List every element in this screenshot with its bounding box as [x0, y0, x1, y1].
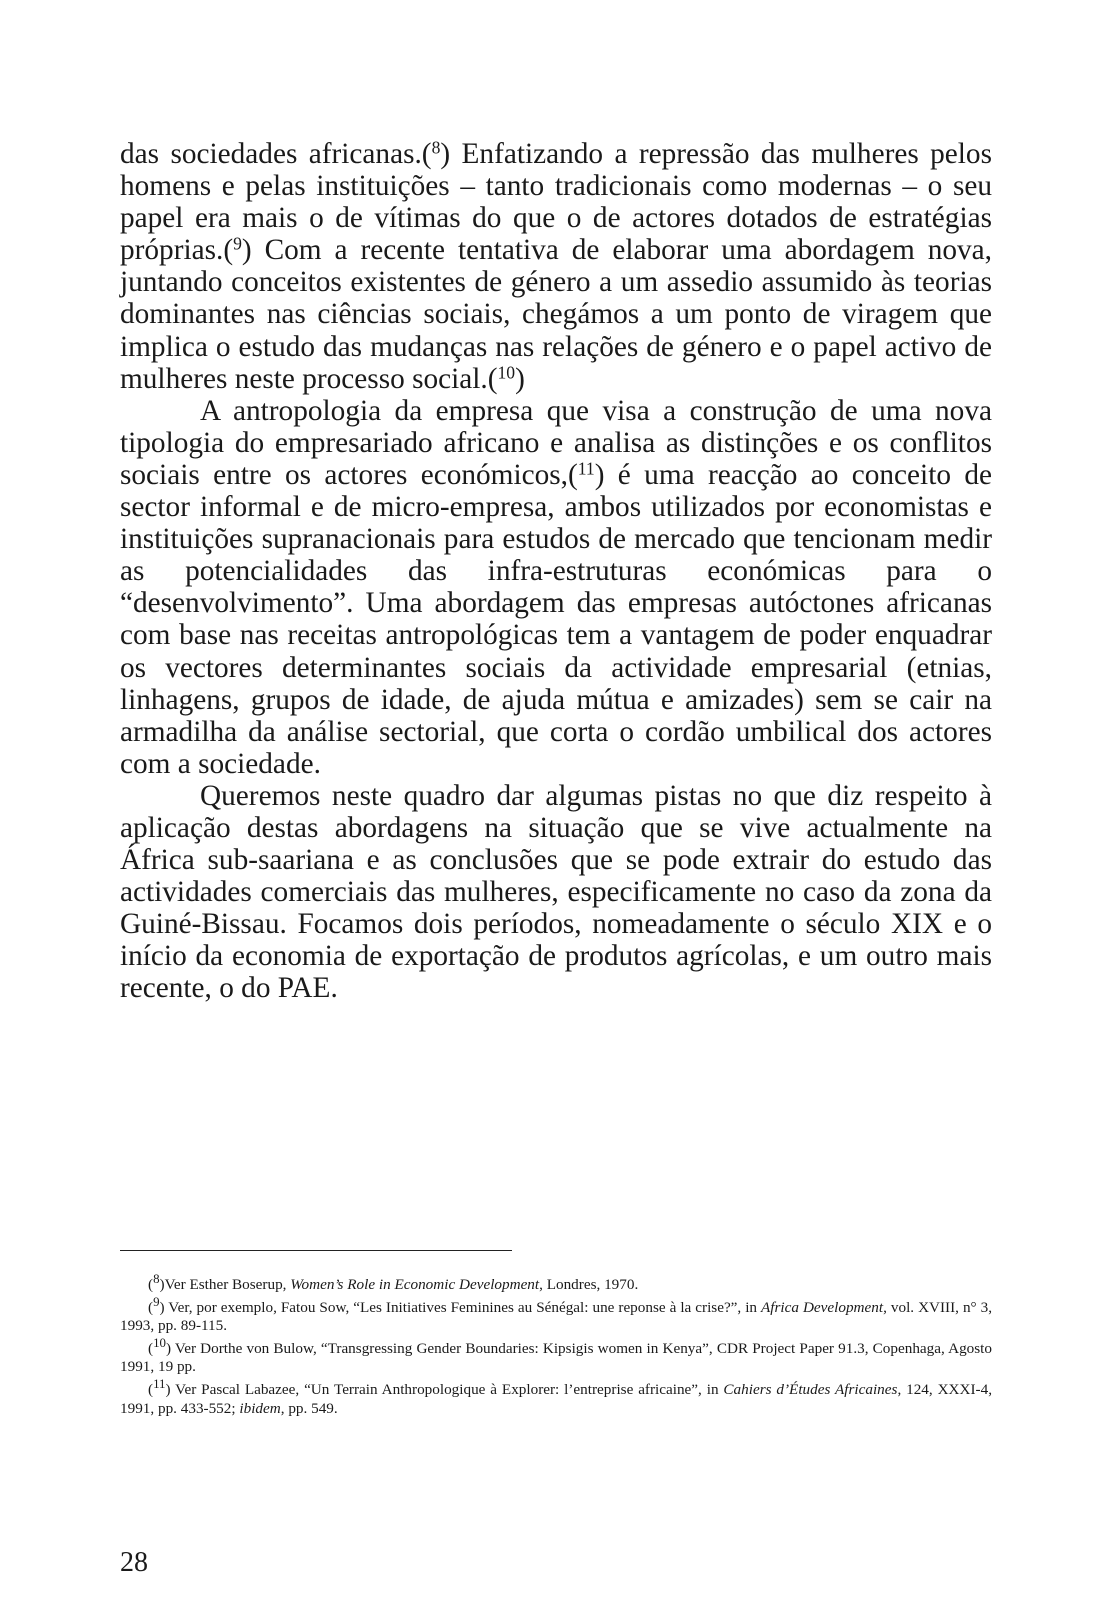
- paragraph-2-text-1: A antropologia da empresa que visa a construção de uma nova tipologia do empresariado africano e analisa as distinções e os conflitos sociais entre os actores económicos,(: [120, 394, 992, 491]
- footnote-text: Ver Esther Boserup,: [164, 1276, 291, 1293]
- footnote-8: ($^8$)Ver Esther Boserup, Women’s Role in Economic Development, Londres, 1970.: [148, 1271, 639, 1293]
- footnote-ref-9[interactable]: 9: [233, 233, 242, 254]
- footnote-number: 9: [153, 1293, 160, 1309]
- paragraph-2-text-2: ) é uma reacção ao conceito de sector informal e de micro-empresa, ambos utilizados por economistas e instituições supranacionais para estudos de mercado que tencionam medir as potencialidades das infra-estruturas económicas para o “desenvolvimento”. Uma abordagem das empresas autóctones africanas com base nas receitas antropológicas tem a vantagem de poder enquadrar os vectores determinantes sociais da actividade empresarial (etnias, linhagens, grupos de idade, de ajuda mútua e amizades) sem se cair na armadilha da análise sectorial, que corta o cordão umbilical dos actores com a sociedade.: [120, 458, 992, 780]
- footnote-text: , pp. 549.: [280, 1399, 338, 1417]
- footnote-text: , 124, XXXI-4, 1991, pp. 433-552;: [120, 1380, 992, 1417]
- footnote-title: ibidem: [239, 1399, 281, 1417]
- footnote-number: 8: [153, 1271, 160, 1287]
- footnote-separator: [120, 1250, 512, 1251]
- body-text: [120, 138, 992, 1005]
- footnote-number: 11: [153, 1376, 166, 1392]
- footnote-text: Ver Pascal Labazee, “Un Terrain Anthropologique à Explorer: l’entreprise africaine”, in: [170, 1380, 724, 1398]
- footnote-number: 10: [153, 1334, 166, 1350]
- footnote-10: ($^{10}$) Ver Dorthe von Bulow, “Transgressing Gender Boundaries: Kipsigis women in Kenya”, CDR Project Paper 91.3, Copenhaga, Agosto 1991, 19 pp.: [120, 1334, 992, 1376]
- footnote-title: Cahiers d’Études Africaines: [723, 1380, 898, 1398]
- footnote-text: , Londres, 1970.: [539, 1276, 639, 1293]
- footnote-9: ($^9$) Ver, por exemplo, Fatou Sow, “Les Initiatives Feminines au Sénégal: une reponse à la crise?”, in Africa Development, vol. XVIII, n° 3, 1993, pp. 89-115.: [120, 1293, 992, 1335]
- footnote-title: Africa Development: [761, 1298, 884, 1316]
- footnote-ref-11[interactable]: 11: [577, 458, 595, 479]
- page-body: [120, 138, 992, 1005]
- footnote-text: Ver Dorthe von Bulow, “Transgressing Gender Boundaries: Kipsigis women in Kenya”, CDR Project Paper 91.3, Copenhaga, Agosto 1991, 19 pp.: [120, 1339, 992, 1376]
- footnote-text: Ver, por exemplo, Fatou Sow, “Les Initiatives Feminines au Sénégal: une reponse à la crise?”, in: [164, 1298, 762, 1316]
- footnote-title: Women’s Role in Economic Development: [290, 1276, 540, 1293]
- paragraph-3: Queremos neste quadro dar algumas pistas no que diz respeito à aplicação destas abordagens na situação que se vive actualmente na África sub-saariana e as conclusões que se pode extrair do estudo das actividades comerciais das mulheres, especificamente no caso da zona da Guiné-Bissau. Focamos dois períodos, nomeadamente o século XIX e o início da economia de exportação de produtos agrícolas, e um outro mais recente, o do PAE.: [120, 779, 992, 1005]
- footnote-text: , vol. XVIII, n° 3, 1993, pp. 89-115.: [120, 1298, 992, 1335]
- footnote-ref-10[interactable]: 10: [497, 362, 516, 382]
- paragraph-1-text-3: ) Com a recente tentativa de elaborar uma abordagem nova, juntando conceitos existentes de género a um assedio assumido às teorias dominantes nas ciências sociais, chegámos a um ponto de viragem que implica o estudo das mudanças nas relações de género e o papel activo de mulheres neste processo social.(: [120, 234, 992, 395]
- paragraph-1: [120, 138, 992, 395]
- paragraph-1-text-4: ): [515, 362, 525, 395]
- footnote-11: ($^{11}$) Ver Pascal Labazee, “Un Terrain Anthropologique à Explorer: l’entreprise africaine”, in Cahiers d’Études Africaines, 124, XXXI-4, 1991, pp. 433-552; ibidem, pp. 549.: [120, 1376, 992, 1417]
- footnotes: [120, 1271, 992, 1422]
- paragraph-1-text-1: das sociedades africanas.(: [120, 138, 432, 170]
- paragraph-1-text-2: ) Enfatizando a repressão das mulheres pelos homens e pelas instituições – tanto tradicionais como modernas – o seu papel era mais o de vítimas do que o de actores dotados de estratégias próprias.(: [120, 138, 992, 267]
- page-number: 28: [120, 1547, 148, 1578]
- footnote-ref-8[interactable]: 8: [431, 137, 441, 158]
- paragraph-2: [120, 395, 992, 780]
